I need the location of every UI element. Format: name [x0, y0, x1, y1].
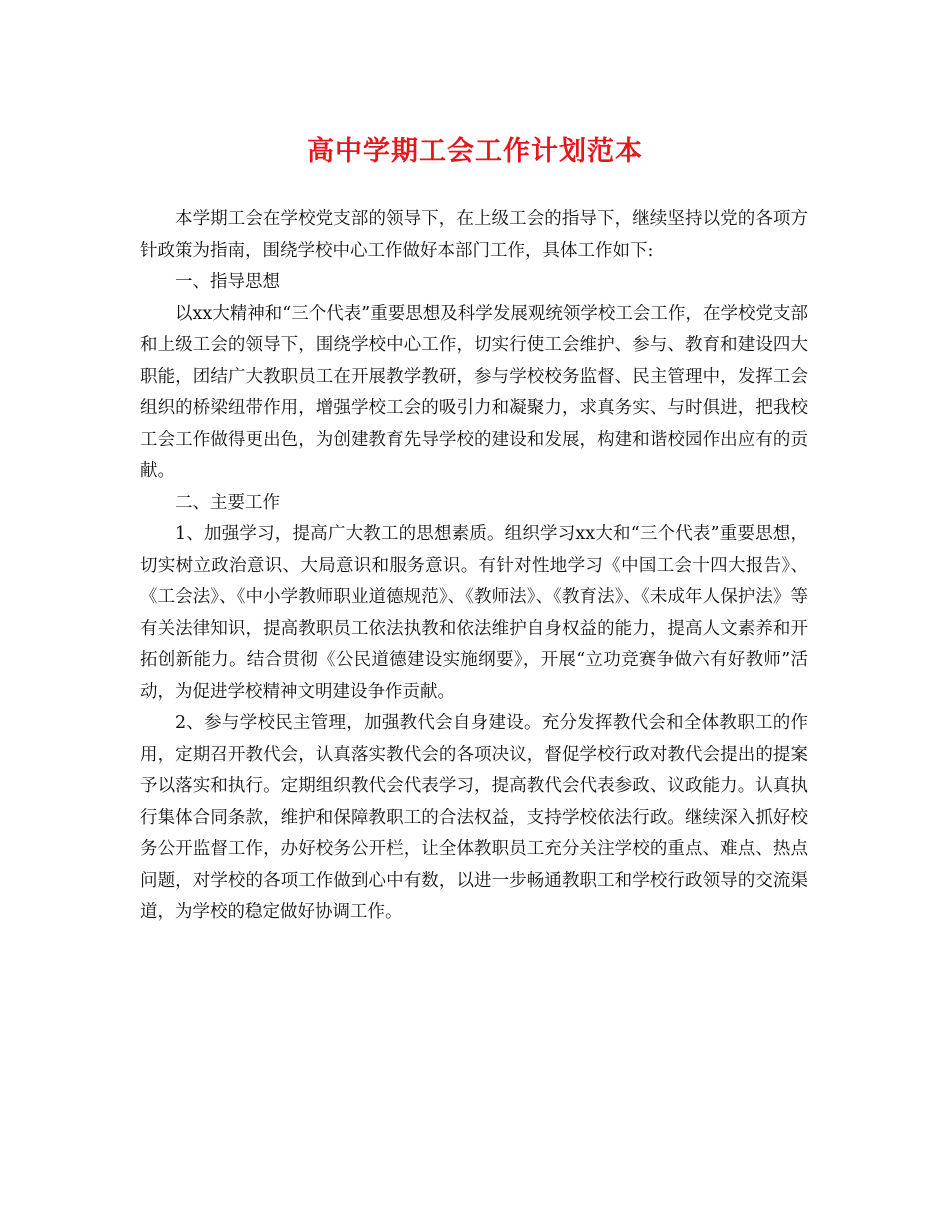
document-body [140, 204, 808, 929]
section-heading-main-work: 二、主要工作 [175, 492, 280, 513]
document-title: 高中学期工会工作计划范本 [307, 136, 643, 167]
intro-paragraph: 本学期工会在学校党支部的领导下，在上级工会的指导下，继续坚持以党的各项方针政策为指南，围绕学校中心工作做好本部门工作，具体工作如下: [140, 209, 808, 261]
main-work-item-2: 2、参与学校民主管理，加强教代会自身建设。充分发挥教代会和全体教职工的作用，定期召开教代会，认真落实教代会的各项决议，督促学校行政对教代会提出的提案予以落实和执行。定期组织教代会代表学习，提高教代会代表参政、议政能力。认真执行集体合同条款，维护和保障教职工的合法权益，支持学校依法行政。继续深入抓好校务公开监督工作，办好校务公开栏，让全体教职员工充分关注学校的重点、难点、热点问题，对学校的各项工作做到心中有数，以进一步畅通教职工和学校行政领导的交流渠道，为学校的稳定做好协调工作。 [140, 713, 808, 922]
main-work-item-1: 1、加强学习，提高广大教工的思想素质。组织学习xx大和“三个代表”重要思想，切实树立政治意识、大局意识和服务意识。有针对性地学习《中国工会十四大报告》、《工会法》、《中小学教师职业道德规范》、《教师法》、《教育法》、《未成年人保护法》等有关法律知识，提高教职员工依法执教和依法维护自身权益的能力，提高人文素养和开拓创新能力。结合贯彻《公民道德建设实施纲要》，开展“立功竞赛争做六有好教师”活动，为促进学校精神文明建设争作贡献。 [140, 524, 808, 702]
section-heading-guiding-thought: 一、指导思想 [175, 272, 280, 292]
guiding-thought-paragraph: 以xx大精神和“三个代表”重要思想及科学发展观统领学校工会工作，在学校党支部和上级工会的领导下，围绕学校中心工作，切实行使工会维护、参与、教育和建设四大职能，团结广大教职员工在开展教学教研，参与学校校务监督、民主管理中，发挥工会组织的桥梁纽带作用，增强学校工会的吸引力和凝聚力，求真务实、与时俱进，把我校工会工作做得更出色，为创建教育先导学校的建设和发展，构建和谐校园作出应有的贡献。 [140, 303, 808, 481]
